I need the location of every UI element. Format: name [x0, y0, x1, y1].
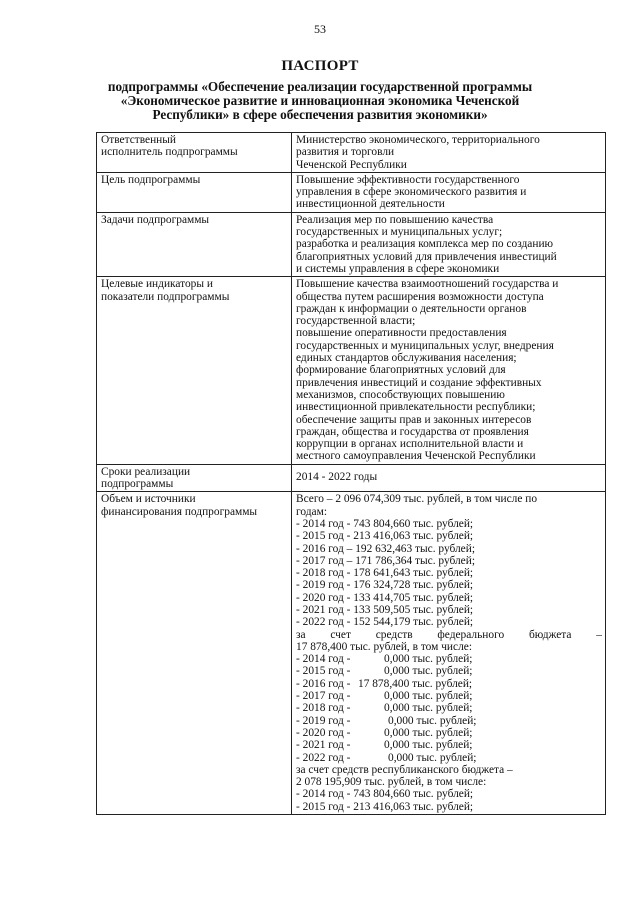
value-line: развития и торговли	[296, 146, 395, 159]
year-label: - 2018 год -	[296, 702, 351, 715]
table-row-indicators	[97, 277, 606, 464]
value-line: управления в сфере экономического развития и	[296, 186, 527, 199]
value-line: Министерство экономического, территориального	[296, 134, 540, 146]
value-line: коррупции в органах исполнительной власти и	[296, 438, 524, 451]
year-line: - 2017 год – 171 786,364 тыс. рублей;	[296, 554, 475, 567]
value-line: повышение оперативности предоставления	[296, 327, 507, 340]
label-line: финансирования подпрограммы	[101, 505, 258, 518]
year-line	[296, 665, 602, 677]
row-value	[292, 492, 606, 815]
value-line: за счет средств республиканского бюджета –	[296, 763, 513, 776]
document-subtitle	[60, 80, 580, 122]
word: за	[296, 628, 306, 641]
year-line: - 2016 год – 192 632,463 тыс. рублей;	[296, 542, 475, 555]
value-line: единых стандартов обслуживания населения;	[296, 352, 517, 365]
year-label: - 2014 год -	[296, 653, 351, 666]
year-label: - 2022 год -	[296, 751, 351, 764]
year-label: - 2016 год -	[296, 677, 351, 690]
label-line: Задачи подпрограммы	[101, 213, 210, 226]
year-line: - 2015 год - 213 416,063 тыс. рублей;	[296, 530, 474, 543]
row-label	[97, 172, 292, 212]
label-line: показатели подпрограммы	[101, 290, 230, 303]
label-line: исполнитель подпрограммы	[101, 146, 238, 159]
subtitle-line: Республики» в сфере обеспечения развития экономики»	[152, 107, 488, 122]
value-line: механизмов, способствующих повышению	[296, 388, 505, 401]
value-line: 17 878,400 тыс. рублей, в том числе:	[296, 640, 472, 653]
row-label	[97, 492, 292, 815]
value-line: граждан к информации о деятельности органов	[296, 302, 527, 315]
value-line: Повышение эффективности государственного	[296, 173, 520, 186]
label-line: Объем и источники	[101, 493, 196, 506]
subtitle-line: подпрограммы «Обеспечение реализации государственной программы	[107, 79, 533, 94]
year-amount: 0,000 тыс. рублей;	[384, 665, 473, 678]
year-line: - 2021 год - 133 509,505 тыс. рублей;	[296, 603, 474, 616]
year-line	[296, 653, 602, 665]
value-line: Чеченской Республики	[296, 158, 407, 171]
value-line: привлечения инвестиций и создание эффективных	[296, 376, 542, 389]
value-line: благоприятных условий для привлечения инвестиций	[296, 250, 557, 263]
table-row-tasks	[97, 212, 606, 276]
word: счет	[330, 628, 351, 641]
page-number: 53	[314, 22, 326, 36]
document-title: ПАСПОРТ	[281, 58, 359, 74]
value-line: Реализация мер по повышению качества	[296, 213, 494, 226]
year-amount: 0,000 тыс. рублей;	[388, 714, 477, 727]
table-row-financing	[97, 492, 606, 815]
year-line	[296, 690, 602, 702]
year-line	[296, 678, 602, 690]
year-label: - 2019 год -	[296, 714, 351, 727]
year-label: - 2017 год -	[296, 690, 351, 703]
value-line: Повышение качества взаимоотношений государства и	[296, 278, 559, 291]
year-line	[296, 752, 602, 764]
table-row-responsible	[97, 133, 606, 173]
value-line: государственных и муниципальных услуг, внедрения	[296, 339, 554, 352]
table-row-goal	[97, 172, 606, 212]
federal-budget-line	[296, 629, 602, 641]
year-line	[296, 739, 602, 751]
value-line: инвестиционной привлекательности республики;	[296, 401, 536, 414]
row-value	[292, 212, 606, 276]
value-line: местного самоуправления Чеченской Республики	[296, 450, 536, 463]
word: бюджета	[528, 628, 572, 641]
year-line	[296, 715, 602, 727]
row-value	[292, 133, 606, 173]
year-line: - 2014 год - 743 804,660 тыс. рублей;	[296, 788, 474, 801]
value-line: государственных и муниципальных услуг;	[296, 226, 503, 239]
value-line: 2 078 195,909 тыс. рублей, в том числе:	[296, 776, 487, 789]
year-line	[296, 702, 602, 714]
value-line: инвестиционной деятельности	[296, 198, 445, 211]
value-line: и системы управления в сфере экономики	[296, 262, 500, 275]
year-label: - 2020 год -	[296, 726, 351, 739]
row-label	[97, 464, 292, 492]
word: средств	[375, 628, 413, 641]
row-value	[292, 277, 606, 464]
label-line: Целевые индикаторы и	[101, 278, 213, 291]
year-amount: 0,000 тыс. рублей;	[384, 726, 473, 739]
year-amount: 0,000 тыс. рублей;	[388, 751, 477, 764]
year-line: - 2015 год - 213 416,063 тыс. рублей;	[296, 800, 474, 813]
passport-table	[96, 132, 606, 815]
value-line: граждан, общества и государства от проявления	[296, 425, 529, 438]
row-label	[97, 212, 292, 276]
word: –	[596, 628, 602, 641]
year-amount: 0,000 тыс. рублей;	[384, 739, 473, 752]
subtitle-line: «Экономическое развитие и инновационная экономика Чеченской	[120, 93, 520, 108]
value-line: формирование благоприятных условий для	[296, 364, 506, 377]
row-label	[97, 133, 292, 173]
year-line	[296, 727, 602, 739]
year-amount: 0,000 тыс. рублей;	[384, 702, 473, 715]
value-line: общества путем расширения возможности доступа	[296, 290, 544, 303]
year-line: - 2014 год - 743 804,660 тыс. рублей;	[296, 517, 474, 530]
value-line: государственной власти;	[296, 315, 416, 328]
value-line: годам:	[296, 505, 327, 518]
year-amount: 17 878,400 тыс. рублей;	[358, 677, 473, 690]
word: федерального	[437, 628, 505, 641]
label-line: Ответственный	[101, 134, 177, 146]
label-line: Сроки реализации	[101, 465, 191, 478]
year-label: - 2021 год -	[296, 739, 351, 752]
row-value	[292, 464, 606, 492]
value-line: обеспечение защиты прав и законных интересов	[296, 413, 532, 426]
value-line: Всего – 2 096 074,309 тыс. рублей, в том числе по	[296, 493, 538, 506]
table-row-terms	[97, 464, 606, 492]
label-line: Цель подпрограммы	[101, 173, 201, 186]
label-line: подпрограммы	[101, 478, 174, 491]
value-line: разработка и реализация комплекса мер по созданию	[296, 238, 554, 251]
row-value	[292, 172, 606, 212]
year-amount: 0,000 тыс. рублей;	[384, 653, 473, 666]
year-line: - 2022 год - 152 544,179 тыс. рублей;	[296, 616, 474, 629]
row-label	[97, 277, 292, 464]
year-amount: 0,000 тыс. рублей;	[384, 690, 473, 703]
year-line: - 2019 год - 176 324,728 тыс. рублей;	[296, 579, 474, 592]
year-label: - 2015 год -	[296, 665, 351, 678]
value-line: 2014 - 2022 годы	[296, 470, 378, 483]
year-line: - 2018 год - 178 641,643 тыс. рублей;	[296, 567, 474, 580]
year-line: - 2020 год - 133 414,705 тыс. рублей;	[296, 591, 474, 604]
